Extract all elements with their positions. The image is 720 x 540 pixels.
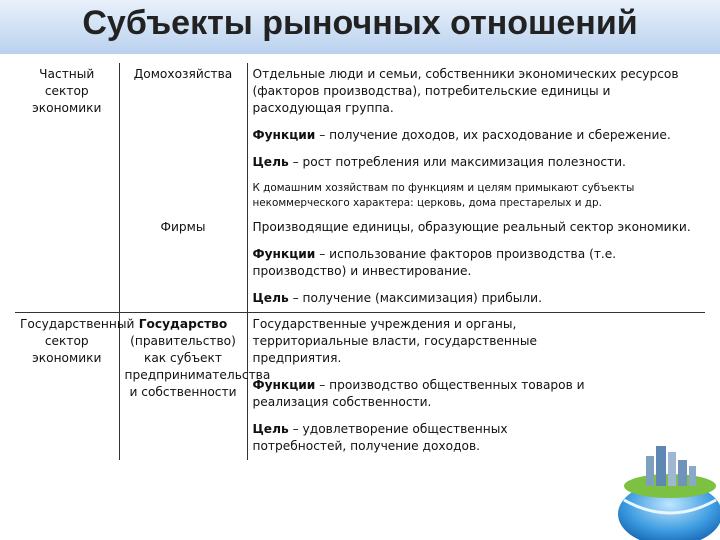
- state-subject-rest: (правительство) как субъект предпринимательства и собственности: [124, 334, 271, 399]
- subject-label: Домохозяйства: [133, 67, 233, 81]
- state-goal: Цель – удовлетворение общественных потребностей, получение доходов.: [252, 422, 508, 453]
- state-subject-title: Государство: [138, 317, 228, 331]
- state-description: Государственные учреждения и органы, территориальные власти, государственные предприятия.: [252, 317, 537, 365]
- households-description-cell: [247, 63, 705, 216]
- sector-label: Частный сектор экономики: [32, 67, 102, 115]
- private-sector-cell: [15, 63, 119, 313]
- subjects-table: [15, 63, 705, 460]
- globe-city-icon: [612, 434, 720, 540]
- firms-functions: Функции – использование факторов производства (т.е. производство) и инвестирование.: [252, 247, 617, 278]
- firms-description-cell: [247, 216, 705, 313]
- households-goal: Цель – рост потребления или максимизация полезности.: [252, 155, 626, 169]
- table-row: [15, 216, 705, 313]
- public-sector-cell: [15, 313, 135, 461]
- households-subject-cell: [119, 63, 247, 216]
- state-subject-cell: [119, 313, 271, 461]
- firms-subject-cell: [119, 216, 247, 313]
- page-title: Субъекты рыночных отношений: [82, 4, 638, 42]
- households-note: К домашним хозяйствам по функциям и целям примыкают субъекты некоммерческого характера: церковь, дома престарелых и др.: [252, 182, 635, 209]
- state-functions: Функции – производство общественных товаров и реализация собственности.: [252, 378, 585, 409]
- sector-label: Государственный сектор экономики: [20, 317, 135, 365]
- subject-label: Фирмы: [160, 220, 206, 234]
- firms-goal: Цель – получение (максимизация) прибыли.: [252, 291, 542, 305]
- households-description: Отдельные люди и семьи, собственники экономических ресурсов (факторов производства), потребительские единицы и расходующая группа.: [252, 67, 679, 115]
- table-row: [15, 63, 705, 216]
- table-row: [15, 313, 705, 461]
- households-functions: Функции – получение доходов, их расходование и сбережение.: [252, 128, 671, 142]
- firms-description: Производящие единицы, образующие реальный сектор экономики.: [252, 220, 691, 234]
